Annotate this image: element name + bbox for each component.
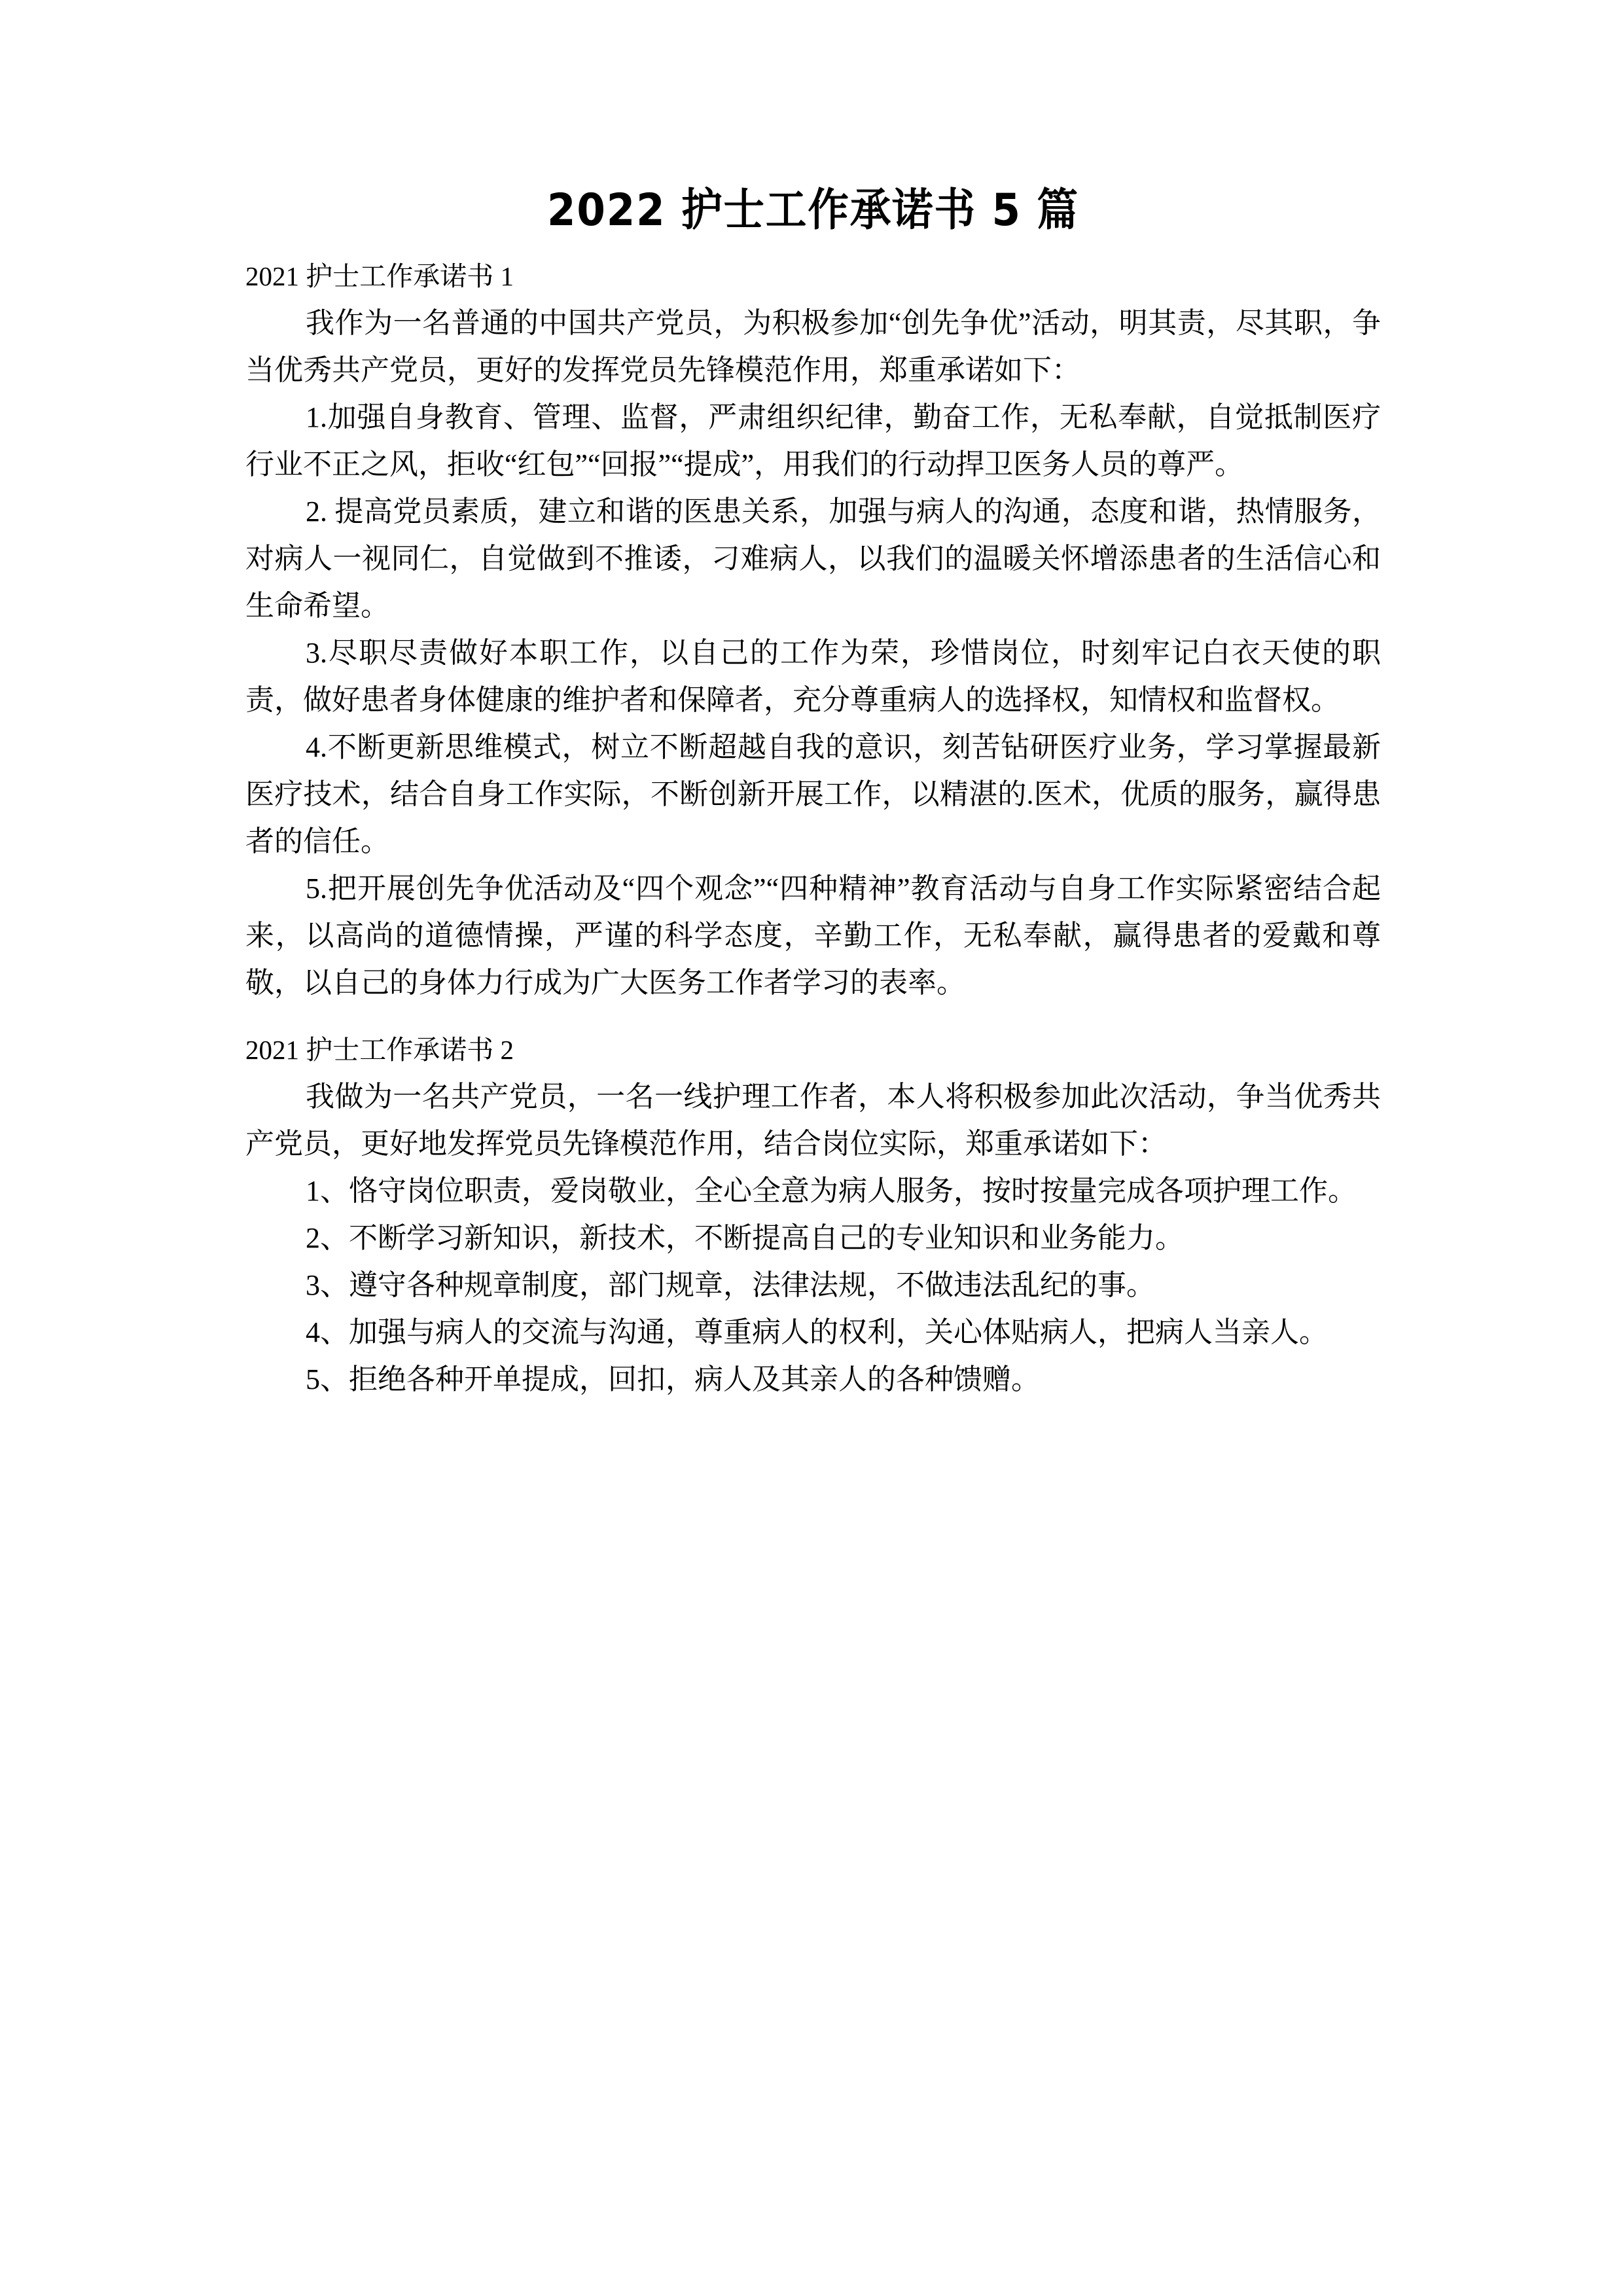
paragraph: 2、不断学习新知识，新技术，不断提高自己的专业知识和业务能力。: [306, 1222, 1184, 1254]
section-heading-1: 2021 护士工作承诺书 1: [245, 261, 514, 291]
paragraph: 4.不断更新思维模式，树立不断超越自我的意识，刻苦钻研医疗业务，学习掌握最新医疗技术，结合自身工作实际，不断创新开展工作，以精湛的.医术，优质的服务，赢得患者的信任。: [245, 731, 1381, 857]
paragraph: 3、遵守各种规章制度，部门规章，法律法规，不做违法乱纪的事。: [306, 1269, 1155, 1301]
paragraph: 1.加强自身教育、管理、监督，严肃组织纪律，勤奋工作，无私奉献，自觉抵制医疗行业不正之风，拒收“红包”“回报”“提成”，用我们的行动捍卫医务人员的尊严。: [245, 401, 1381, 480]
paragraph: 5.把开展创先争优活动及“四个观念”“四种精神”教育活动与自身工作实际紧密结合起来，以高尚的道德情操，严谨的科学态度，辛勤工作，无私奉献，赢得患者的爱戴和尊敬，以自己的身体力行成为广大医务工作者学习的表率。: [245, 872, 1381, 999]
paragraph: 3.尽职尽责做好本职工作，以自己的工作为荣，珍惜岗位，时刻牢记白衣天使的职责，做好患者身体健康的维护者和保障者，充分尊重病人的选择权，知情权和监督权。: [245, 637, 1381, 716]
paragraph: 我作为一名普通的中国共产党员，为积极参加“创先争优”活动，明其责，尽其职，争当优秀共产党员，更好的发挥党员先锋模范作用，郑重承诺如下：: [245, 307, 1381, 386]
document-body: [245, 0, 1381, 1403]
paragraph: 我做为一名共产党员，一名一线护理工作者，本人将积极参加此次活动，争当优秀共产党员，更好地发挥党员先锋模范作用，结合岗位实际，郑重承诺如下：: [245, 1081, 1381, 1160]
paragraph: 1、恪守岗位职责，爱岗敬业，全心全意为病人服务，按时按量完成各项护理工作。: [306, 1175, 1357, 1207]
section-heading-2: 2021 护士工作承诺书 2: [245, 1035, 514, 1065]
paragraph: 4、加强与病人的交流与沟通，尊重病人的权利，关心体贴病人，把病人当亲人。: [306, 1316, 1328, 1348]
page-title: 2022 护士工作承诺书 5 篇: [547, 185, 1079, 236]
paragraph: 5、拒绝各种开单提成，回扣，病人及其亲人的各种馈赠。: [306, 1363, 1040, 1395]
paragraph: 2. 提高党员素质，建立和谐的医患关系，加强与病人的沟通，态度和谐，热情服务，对病人一视同仁，自觉做到不推诿，刁难病人，以我们的温暖关怀增添患者的生活信心和生命希望。: [245, 495, 1381, 622]
